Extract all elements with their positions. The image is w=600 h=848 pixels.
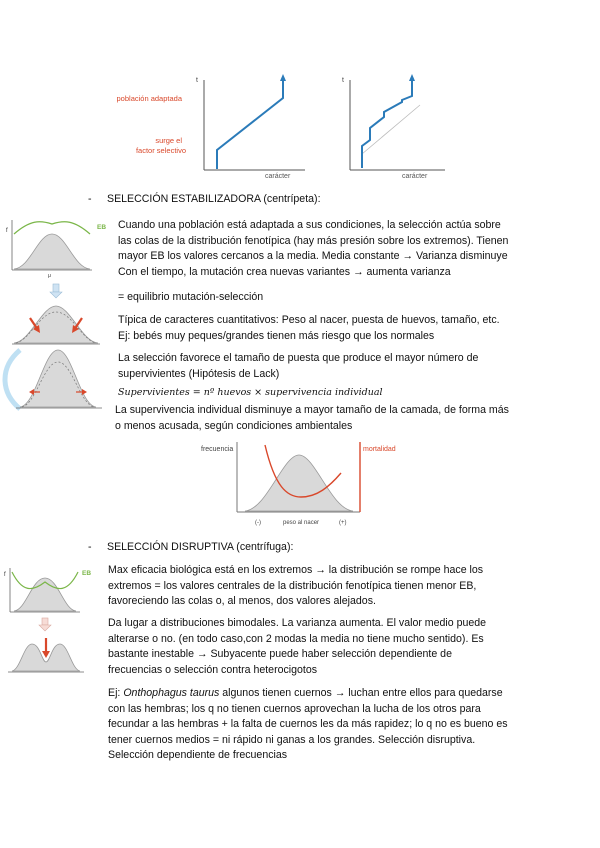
fig1-eb-label: EB: [97, 224, 107, 231]
mortality-xlabel-minus: (-): [255, 520, 261, 526]
left-axis-t: t: [196, 77, 198, 84]
down-arrow-icon-2: [39, 618, 51, 631]
mortality-right-label: mortalidad: [363, 446, 396, 453]
label-selective-1: surge el: [155, 136, 182, 145]
dfig1-f-label: f: [4, 572, 6, 578]
down-arrow-icon: [50, 284, 62, 298]
stabilizing-paragraph-1: Cuando una población está adaptada a sus condiciones, la selección actúa sobre las colas de la distribución fenotípica (hay más presión sobre los extremos). Tienen mayor EB los valores cercanos a la media. Media constante → Varianza disminuye Con el tiempo, la mutación crea nuevas variantes → aumenta varianza: [118, 219, 509, 278]
directional-graph-left: [117, 74, 305, 180]
mortality-xlabel-plus: (+): [339, 520, 347, 526]
stabilizing-paragraph-4: La selección favorece el tamaño de puesta que produce el mayor número de supervivientes (Hipótesis de Lack): [118, 352, 479, 380]
dfig1-eb-label: EB: [82, 570, 92, 577]
stabilizing-bullet: -: [88, 193, 92, 205]
directional-graph-right: [342, 74, 445, 180]
mortality-ylabel: frecuencia: [201, 446, 234, 453]
stabilizing-paragraph-3: Típica de caracteres cuantitativos: Peso al nacer, puesta de huevos, tamaño, etc. Ej: bebés muy peques/grandes tienen más riesgo que los normales: [118, 314, 500, 342]
stabilizing-fig-2: [12, 306, 100, 344]
stabilizing-paragraph-5: La supervivencia individual disminuye a mayor tamaño de la camada, de forma más o menos acusada, según condiciones ambientales: [115, 404, 509, 432]
mortality-xlabel: peso al nacer: [283, 520, 320, 526]
disruptive-paragraph-1: Max eficacia biológica está en los extremos → la distribución se rompe hace los extremos = los valores centrales de la distribución fenotípica tienen menor EB, favoreciendo las colas o, al menos, dos valores alejados.: [108, 564, 484, 607]
disruptive-paragraph-3: Ej: Onthophagus taurus algunos tienen cuernos → luchan entre ellos para quedarse con las hembras; los q no tienen cuernos aprovechan la lucha de los otros para fecundar a las hembras + la falta de cuernos les da más rapidez; lo q no es bueno es tener cuernos medios = ni rápido ni ganas a los grandes. Selección disruptiva. Selección dependiente de frecuencias: [108, 687, 508, 761]
right-xlabel: carácter: [402, 173, 428, 180]
stabilizing-heading: SELECCIÓN ESTABILIZADORA (centrípeta):: [107, 193, 321, 205]
mortality-graph: [195, 437, 410, 532]
fig1-mu-label: μ: [48, 273, 51, 279]
left-xlabel: carácter: [265, 173, 291, 180]
disruptive-fig-1: [4, 568, 91, 612]
fig1-f-label: f: [6, 228, 8, 234]
species-name: Onthophagus taurus: [123, 687, 220, 699]
stabilizing-fig-3: [5, 350, 102, 409]
stabilizing-paragraph-2: = equilibrio mutación-selección: [118, 291, 264, 303]
evolution-graphs: [100, 70, 450, 185]
label-selective-2: factor selectivo: [135, 146, 186, 155]
stabilizing-figures: [0, 212, 112, 412]
survivors-formula: Supervivientes = nº huevos × supervivencia individual: [118, 387, 383, 398]
stabilizing-fig-1: [6, 220, 106, 279]
disruptive-fig-2: [8, 638, 84, 672]
disruptive-figures: [0, 558, 100, 678]
disruptive-paragraph-2: Da lugar a distribuciones bimodales. La varianza aumenta. El valor medio puede alterarse o no. (en todo caso,con 2 modas la media no tiene mucho sentido). Es bastante inestable → Subyacente puede haber selección dependiente de frecuencias o selección contra heterocigotos: [108, 617, 487, 676]
right-axis-t: t: [342, 77, 344, 84]
label-adapted: población adaptada: [116, 94, 182, 103]
disruptive-heading: SELECCIÓN DISRUPTIVA (centrífuga):: [107, 541, 294, 553]
disruptive-bullet: -: [88, 541, 92, 553]
